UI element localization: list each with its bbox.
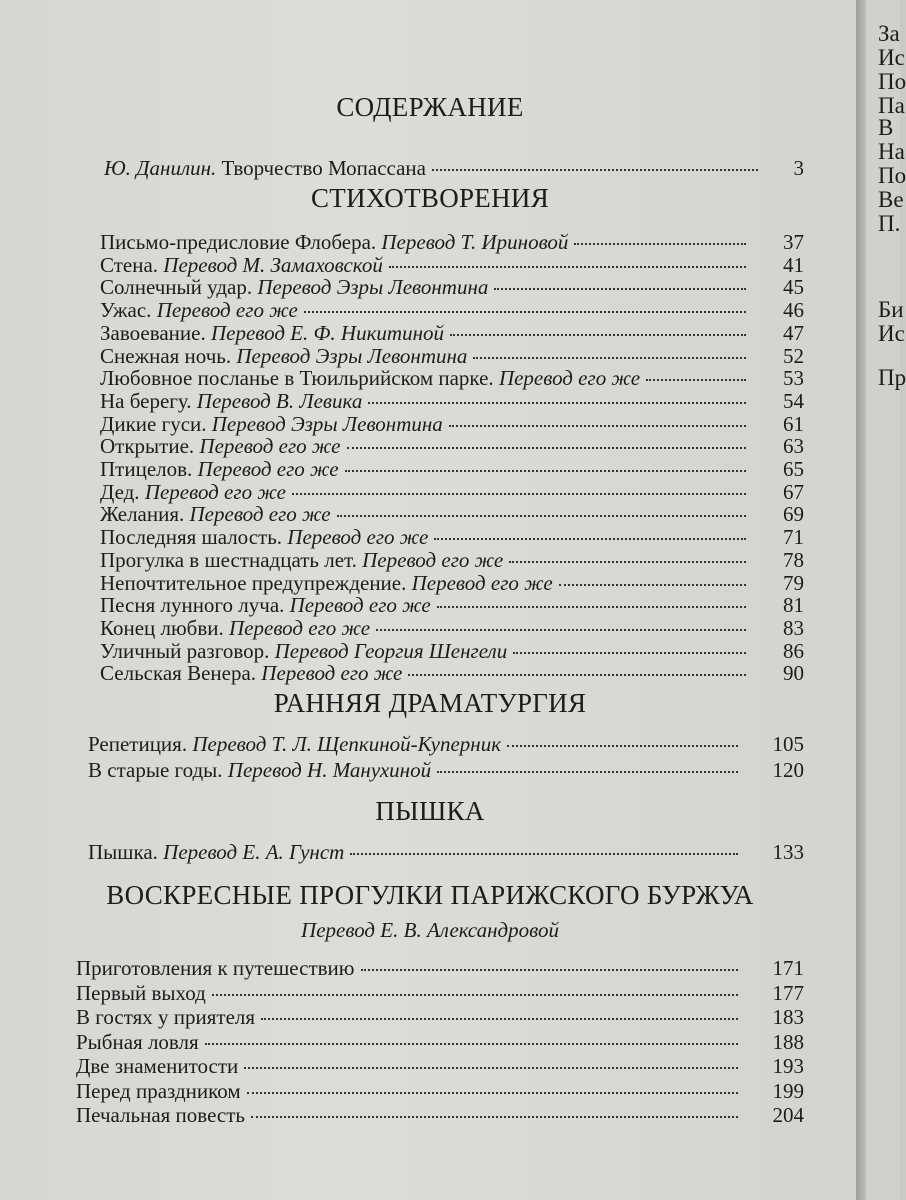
facing-page-fragment: П. — [878, 211, 901, 236]
toc-entry — [76, 1030, 804, 1054]
entry-page: 79 — [783, 570, 804, 595]
toc-entry — [100, 298, 804, 322]
dot-leader — [247, 1092, 738, 1094]
entry-page: 3 — [793, 156, 804, 180]
toc-entry — [100, 253, 804, 277]
entry-page: 183 — [772, 1005, 804, 1029]
entry-title-text: Уличный разговор. — [100, 638, 270, 663]
dot-leader — [408, 674, 746, 676]
entry-title-text: Перед праздником — [76, 1078, 241, 1103]
facing-page-fragment: Ве — [878, 187, 904, 212]
dot-leader — [434, 538, 746, 540]
entry-title-text: Желания. — [100, 502, 185, 527]
entry-translator: Перевод его же — [144, 479, 286, 504]
entry-page: 71 — [783, 525, 804, 550]
entry-page: 133 — [772, 840, 804, 864]
entry-page: 193 — [772, 1054, 804, 1078]
entry-page: 45 — [783, 275, 804, 300]
entry-translator: Перевод Т. Ириновой — [381, 230, 569, 254]
entry-title-text: Последняя шалость. — [100, 525, 283, 550]
entry-title — [100, 593, 431, 617]
toc-entry — [76, 1103, 804, 1127]
dot-leader — [646, 379, 746, 381]
facing-page-fragment: Ис — [878, 321, 905, 346]
toc-entry — [100, 593, 804, 617]
entry-page: 63 — [783, 434, 804, 459]
entry-title — [76, 956, 355, 980]
toc-entry — [76, 1079, 804, 1103]
entry-page: 83 — [783, 615, 804, 640]
entry-translator: Перевод Эзры Левонтина — [257, 275, 489, 300]
entry-page: 65 — [783, 457, 804, 481]
facing-page-fragment: Пр — [878, 365, 906, 390]
toc-entry — [88, 840, 804, 864]
dot-leader — [251, 1116, 738, 1118]
entry-title — [76, 1054, 238, 1078]
section-heading-poems: СТИХОТВОРЕНИЯ — [310, 183, 550, 213]
entry-page: 69 — [783, 502, 804, 527]
entry-title-text: Завоевание. — [100, 320, 206, 345]
toc-entry — [100, 548, 804, 572]
dot-leader — [389, 266, 746, 268]
dot-leader — [513, 652, 746, 654]
entry-page: 78 — [783, 547, 804, 572]
entry-title — [100, 344, 467, 368]
entry-title-text: Ужас. — [100, 298, 152, 323]
toc-entry — [100, 389, 804, 413]
entry-title — [76, 1079, 241, 1103]
entry-title — [100, 616, 370, 640]
dot-leader — [509, 561, 746, 563]
entry-translator: Перевод его же — [229, 615, 371, 640]
dot-leader — [345, 470, 746, 472]
entry-title-text: Печальная повесть — [76, 1103, 246, 1127]
entry-translator: Перевод М. Замаховской — [163, 252, 383, 277]
entry-title-text: Стена. — [100, 252, 159, 277]
entry-translator: Перевод его же — [362, 547, 504, 572]
entry-title-text: Дикие гуси. — [100, 411, 207, 436]
dot-leader — [350, 853, 738, 855]
entry-title — [100, 661, 402, 685]
entry-title — [76, 1030, 199, 1054]
section-heading-pyshka: ПЫШКА — [375, 796, 485, 826]
contents-title: СОДЕРЖАНИЕ — [336, 92, 524, 122]
dot-leader — [494, 288, 746, 290]
dot-leader — [473, 357, 746, 359]
toc-entry — [100, 275, 804, 299]
entry-title — [100, 457, 339, 481]
dot-leader — [361, 969, 739, 971]
facing-page-fragment: Ис — [878, 45, 905, 70]
dot-leader — [559, 584, 746, 586]
entry-page: 61 — [783, 411, 804, 436]
toc-entry — [100, 412, 804, 436]
dot-leader — [450, 334, 746, 336]
entry-translator: Перевод его же — [197, 457, 339, 481]
entry-page: 86 — [783, 638, 804, 663]
entry-translator: Перевод Эзры Левонтина — [236, 343, 468, 368]
entry-title-text: Любовное посланье в Тюильрийском парке. — [100, 366, 494, 391]
entry-title — [88, 758, 431, 782]
entry-page: 120 — [772, 758, 804, 782]
toc-entry — [88, 732, 804, 756]
entry-title — [76, 1103, 245, 1127]
entry-title — [100, 298, 298, 322]
entry-title — [100, 389, 362, 413]
entry-title — [100, 639, 507, 663]
entry-translator: Перевод его же — [498, 366, 641, 391]
entry-title-text: Приготовления к путешествию — [76, 956, 355, 980]
entry-translator: Перевод Е. А. Гунст — [163, 840, 345, 864]
entry-translator: Перевод его же — [261, 661, 403, 686]
entry-translator: Перевод Е. Ф. Никитиной — [210, 320, 444, 345]
entry-page: 171 — [772, 956, 804, 980]
entry-title-text: Первый выход — [76, 980, 206, 1005]
facing-page-edge — [866, 0, 906, 1200]
dot-leader — [212, 994, 738, 996]
entry-translator: Перевод Т. Л. Щепкиной-Куперник — [192, 732, 502, 756]
dot-leader — [437, 771, 738, 773]
toc-entry — [100, 502, 804, 526]
dot-leader — [574, 243, 746, 245]
entry-title-text: Солнечный удар. — [100, 275, 253, 300]
entry-page: 67 — [783, 479, 804, 504]
entry-page: 81 — [783, 593, 804, 618]
entry-title — [100, 412, 443, 436]
entry-title-text: Снежная ночь. — [100, 343, 232, 368]
entry-page: 204 — [772, 1103, 804, 1127]
toc-entry — [100, 457, 804, 481]
toc-entry — [76, 956, 804, 980]
entry-page: 177 — [772, 980, 804, 1005]
entry-title — [100, 502, 331, 526]
toc-entry — [76, 1005, 804, 1029]
entry-page: 199 — [772, 1078, 804, 1103]
entry-title-text: В старые годы. — [88, 758, 223, 782]
entry-page: 37 — [783, 230, 804, 254]
entry-title-text: Творчество Мопассана — [221, 156, 426, 180]
entry-title — [100, 321, 444, 345]
entry-translator: Перевод Эзры Левонтина — [211, 411, 443, 436]
entry-page: 188 — [772, 1029, 804, 1054]
entry-title — [100, 480, 286, 504]
entry-page: 90 — [783, 661, 804, 686]
dot-leader — [507, 745, 738, 747]
entry-title — [76, 981, 206, 1005]
entry-title-text: Открытие. — [100, 434, 195, 459]
entry-title — [100, 253, 383, 277]
entry-title-text: На берегу. — [100, 388, 192, 413]
toc-entry — [100, 639, 804, 663]
entry-translator: Перевод его же — [411, 570, 553, 595]
entry-title-text: Дед. — [100, 479, 140, 504]
entry-page: 54 — [783, 388, 804, 413]
toc-entry — [100, 525, 804, 549]
entry-page: 52 — [783, 343, 804, 368]
facing-page-fragment: Па — [878, 93, 905, 118]
entry-translator: Перевод его же — [199, 434, 341, 459]
entry-translator: Перевод его же — [287, 525, 429, 550]
dot-leader — [449, 425, 746, 427]
toc-entry — [100, 480, 804, 504]
toc-entry — [100, 434, 804, 458]
dot-leader — [347, 447, 747, 449]
entry-title — [100, 434, 341, 458]
toc-entry — [100, 616, 804, 640]
section-heading-walks: ВОСКРЕСНЫЕ ПРОГУЛКИ ПАРИЖСКОГО БУРЖУА — [106, 880, 754, 910]
entry-page: 46 — [783, 298, 804, 323]
entry-translator: Перевод его же — [156, 298, 298, 323]
toc-entry — [100, 321, 804, 345]
entry-title-text: Пышка. — [88, 840, 158, 864]
entry-title — [88, 732, 501, 756]
entry-title-text: Непочтительное предупреждение. — [100, 570, 407, 595]
entry-title — [100, 275, 488, 299]
facing-page-fragment: За — [878, 21, 900, 46]
entry-title-text: Рыбная ловля — [76, 1029, 199, 1054]
dot-leader — [304, 311, 746, 313]
toc-entry — [76, 981, 804, 1005]
entry-title — [76, 1005, 255, 1029]
entry-title — [100, 571, 553, 595]
entry-page: 41 — [783, 252, 804, 277]
entry-title-text: Две знаменитости — [76, 1054, 239, 1078]
book-gutter — [856, 0, 866, 1200]
walks-translator: Перевод Е. В. Александровой — [301, 918, 559, 942]
toc-entry — [100, 230, 804, 254]
entry-page: 105 — [772, 732, 804, 756]
entry-translator: Перевод Н. Манухиной — [227, 758, 432, 782]
toc-entry — [100, 661, 804, 685]
entry-title — [100, 548, 503, 572]
facing-page-fragment: В — [878, 115, 894, 140]
entry-title-text: Сельская Венера. — [100, 661, 257, 686]
dot-leader — [368, 402, 746, 404]
entry-title — [100, 525, 428, 549]
entry-title-text: Песня лунного луча. — [100, 593, 285, 618]
entry-page: 47 — [783, 320, 804, 345]
entry-title — [104, 156, 426, 180]
dot-leader — [432, 169, 758, 171]
toc-entry — [88, 758, 804, 782]
dot-leader — [292, 493, 746, 495]
facing-page-fragment: На — [878, 139, 905, 164]
entry-title — [100, 230, 568, 254]
entry-translator: Перевод его же — [189, 502, 331, 527]
facing-page-fragment: Би — [878, 297, 904, 322]
entry-page: 53 — [783, 366, 804, 391]
toc-entry — [100, 366, 804, 390]
entry-title — [88, 840, 344, 864]
toc-entry — [100, 344, 804, 368]
facing-page-fragment: По — [878, 69, 906, 94]
dot-leader — [337, 515, 746, 517]
entry-translator: Перевод Георгия Шенгели — [274, 638, 508, 663]
entry-translator: Перевод В. Левика — [196, 388, 363, 413]
entry-title-text: Птицелов. — [100, 457, 193, 481]
dot-leader — [244, 1067, 738, 1069]
entry-title-text: Прогулка в шестнадцать лет. — [100, 547, 357, 572]
entry-title-text: Конец любви. — [100, 615, 224, 640]
entry-title-text: Письмо-предисловие Флобера. — [100, 230, 377, 254]
dot-leader — [205, 1043, 738, 1045]
entry-title — [100, 366, 640, 390]
dot-leader — [437, 606, 746, 608]
entry-author: Ю. Данилин. — [104, 156, 217, 180]
entry-title-text: В гостях у приятеля — [76, 1005, 256, 1029]
toc-entry-intro — [104, 156, 804, 180]
dot-leader — [261, 1018, 738, 1020]
entry-translator: Перевод его же — [289, 593, 431, 618]
section-heading-drama: РАННЯЯ ДРАМАТУРГИЯ — [273, 688, 587, 718]
toc-entry — [76, 1054, 804, 1078]
toc-entry — [100, 571, 804, 595]
entry-title-text: Репетиция. — [88, 732, 188, 756]
dot-leader — [376, 629, 746, 631]
facing-page-fragment: По — [878, 163, 906, 188]
